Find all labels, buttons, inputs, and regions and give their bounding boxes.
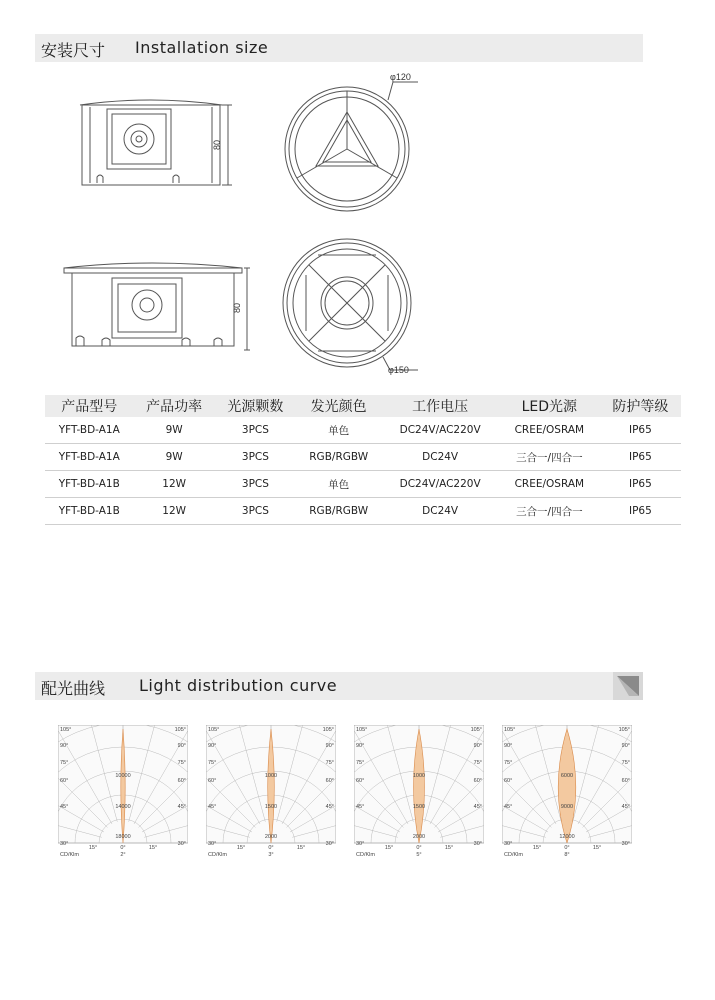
angle-label-bottom: 15°: [88, 845, 98, 851]
diameter-dimension-top: φ120: [390, 72, 411, 82]
table-row: [45, 471, 681, 498]
cell-color: 单色: [296, 471, 381, 498]
light-distribution-header: [35, 672, 643, 700]
angle-label-bottom: 0°: [416, 845, 422, 851]
angle-label-left: 60°: [208, 778, 217, 784]
polar-curve-1: [58, 725, 188, 860]
cell-ip-rating: IP65: [600, 417, 681, 444]
cell-ip-rating: IP65: [600, 498, 681, 525]
cell-power: 9W: [134, 444, 215, 471]
angle-label-right: 75°: [177, 760, 186, 766]
ring-value-label: 9000: [560, 804, 574, 810]
light-distribution-title-zh: 配光曲线: [41, 679, 106, 698]
polar-curve-4: [502, 725, 632, 860]
height-dimension-bottom: 80: [232, 302, 242, 314]
angle-label-left: 105°: [356, 727, 368, 733]
beam-angle-label: 5°: [416, 852, 422, 858]
ring-value-label: 1500: [412, 804, 426, 810]
angle-label-right: 60°: [621, 778, 630, 784]
angle-label-right: 60°: [325, 778, 334, 784]
angle-label-left: 45°: [208, 804, 217, 810]
beam-angle-label: 2°: [120, 852, 126, 858]
front-view-cross-drawing: [278, 225, 428, 380]
header-voltage: 工作电压: [381, 395, 499, 417]
beam-angle-label: 3°: [268, 852, 274, 858]
ring-value-label: 2000: [264, 834, 278, 840]
diameter-dimension-bottom: φ150: [388, 365, 409, 375]
spec-table-header: [45, 395, 681, 417]
header-ip-rating: 防护等级: [600, 395, 681, 417]
header-led-count: 光源颗数: [215, 395, 296, 417]
angle-label-right: 105°: [174, 727, 186, 733]
angle-label-right: 75°: [325, 760, 334, 766]
angle-label-bottom: 15°: [236, 845, 246, 851]
table-row: [45, 444, 681, 471]
spec-table: [45, 395, 681, 525]
light-distribution-title-en: Light distribution curve: [139, 676, 338, 695]
height-dimension-top: 80: [212, 139, 222, 151]
angle-label-bottom: 15°: [532, 845, 542, 851]
angle-label-right: 90°: [473, 743, 482, 749]
installation-title-zh: 安装尺寸: [41, 41, 106, 60]
ring-value-label: 14000: [115, 804, 131, 810]
cell-color: RGB/RGBW: [296, 498, 381, 525]
ring-value-label: 12000: [559, 834, 575, 840]
angle-label-bottom: 15°: [592, 845, 602, 851]
ring-value-label: 1500: [264, 804, 278, 810]
angle-label-right: 30°: [473, 841, 482, 847]
angle-label-left: 30°: [356, 841, 365, 847]
angle-label-right: 90°: [621, 743, 630, 749]
header-power: 产品功率: [134, 395, 215, 417]
angle-label-right: 75°: [621, 760, 630, 766]
angle-label-right: 30°: [621, 841, 630, 847]
polar-curve-2: [206, 725, 336, 860]
unit-label: CD/Klm: [60, 852, 79, 858]
table-row: [45, 498, 681, 525]
angle-label-left: 45°: [504, 804, 513, 810]
angle-label-left: 60°: [356, 778, 365, 784]
cell-power: 9W: [134, 417, 215, 444]
angle-label-right: 30°: [177, 841, 186, 847]
polar-curve-3: [354, 725, 484, 860]
angle-label-left: 60°: [504, 778, 513, 784]
cell-color: RGB/RGBW: [296, 444, 381, 471]
cell-led-count: 3PCS: [215, 417, 296, 444]
ring-value-label: 6000: [560, 773, 574, 779]
beam-angle-label: 8°: [564, 852, 570, 858]
angle-label-left: 75°: [504, 760, 513, 766]
cell-color: 单色: [296, 417, 381, 444]
angle-label-left: 90°: [208, 743, 217, 749]
ring-value-label: 18000: [115, 834, 131, 840]
cell-model: YFT-BD-A1A: [45, 417, 134, 444]
angle-label-left: 90°: [60, 743, 69, 749]
cell-led-source: 三合一/四合一: [499, 498, 600, 525]
angle-label-right: 45°: [621, 804, 630, 810]
cell-voltage: DC24V/AC220V: [381, 417, 499, 444]
unit-label: CD/Klm: [208, 852, 227, 858]
cell-led-count: 3PCS: [215, 498, 296, 525]
angle-label-bottom: 0°: [120, 845, 126, 851]
angle-label-left: 30°: [208, 841, 217, 847]
angle-label-left: 105°: [60, 727, 72, 733]
angle-label-bottom: 15°: [444, 845, 454, 851]
angle-label-right: 45°: [473, 804, 482, 810]
header-model: 产品型号: [45, 395, 134, 417]
angle-label-right: 90°: [325, 743, 334, 749]
angle-label-left: 90°: [356, 743, 365, 749]
angle-label-right: 60°: [473, 778, 482, 784]
angle-label-right: 45°: [177, 804, 186, 810]
ring-value-label: 1000: [412, 773, 426, 779]
angle-label-bottom: 0°: [268, 845, 274, 851]
cell-model: YFT-BD-A1B: [45, 498, 134, 525]
cell-led-source: 三合一/四合一: [499, 444, 600, 471]
cell-model: YFT-BD-A1B: [45, 471, 134, 498]
angle-label-right: 105°: [322, 727, 334, 733]
side-view-drawing-top: [70, 95, 240, 195]
ring-value-label: 2000: [412, 834, 426, 840]
side-view-drawing-bottom: [62, 258, 252, 358]
front-view-triangle-drawing: [278, 70, 428, 220]
cell-power: 12W: [134, 471, 215, 498]
angle-label-left: 60°: [60, 778, 69, 784]
cell-led-count: 3PCS: [215, 444, 296, 471]
ring-value-label: 1000: [264, 773, 278, 779]
angle-label-left: 30°: [504, 841, 513, 847]
angle-label-right: 60°: [177, 778, 186, 784]
angle-label-right: 105°: [618, 727, 630, 733]
cell-led-source: CREE/OSRAM: [499, 471, 600, 498]
angle-label-left: 75°: [60, 760, 69, 766]
angle-label-left: 45°: [60, 804, 69, 810]
installation-title-en: Installation size: [135, 38, 269, 57]
cell-voltage: DC24V: [381, 498, 499, 525]
cell-ip-rating: IP65: [600, 444, 681, 471]
cell-voltage: DC24V: [381, 444, 499, 471]
unit-label: CD/Klm: [504, 852, 523, 858]
angle-label-right: 75°: [473, 760, 482, 766]
cell-model: YFT-BD-A1A: [45, 444, 134, 471]
unit-label: CD/Klm: [356, 852, 375, 858]
angle-label-bottom: 15°: [296, 845, 306, 851]
angle-label-left: 75°: [356, 760, 365, 766]
angle-label-right: 105°: [470, 727, 482, 733]
cell-voltage: DC24V/AC220V: [381, 471, 499, 498]
angle-label-right: 90°: [177, 743, 186, 749]
angle-label-left: 30°: [60, 841, 69, 847]
angle-label-bottom: 15°: [148, 845, 158, 851]
angle-label-bottom: 15°: [384, 845, 394, 851]
cell-led-count: 3PCS: [215, 471, 296, 498]
angle-label-left: 75°: [208, 760, 217, 766]
cell-ip-rating: IP65: [600, 471, 681, 498]
installation-size-header: [35, 34, 643, 62]
angle-label-right: 30°: [325, 841, 334, 847]
angle-label-right: 45°: [325, 804, 334, 810]
corner-decoration-icon: [613, 672, 643, 700]
angle-label-left: 105°: [208, 727, 220, 733]
header-led-source: LED光源: [499, 395, 600, 417]
ring-value-label: 10000: [115, 773, 131, 779]
table-row: [45, 417, 681, 444]
angle-label-bottom: 0°: [564, 845, 570, 851]
angle-label-left: 90°: [504, 743, 513, 749]
header-color: 发光颜色: [296, 395, 381, 417]
cell-power: 12W: [134, 498, 215, 525]
angle-label-left: 45°: [356, 804, 365, 810]
cell-led-source: CREE/OSRAM: [499, 417, 600, 444]
angle-label-left: 105°: [504, 727, 516, 733]
